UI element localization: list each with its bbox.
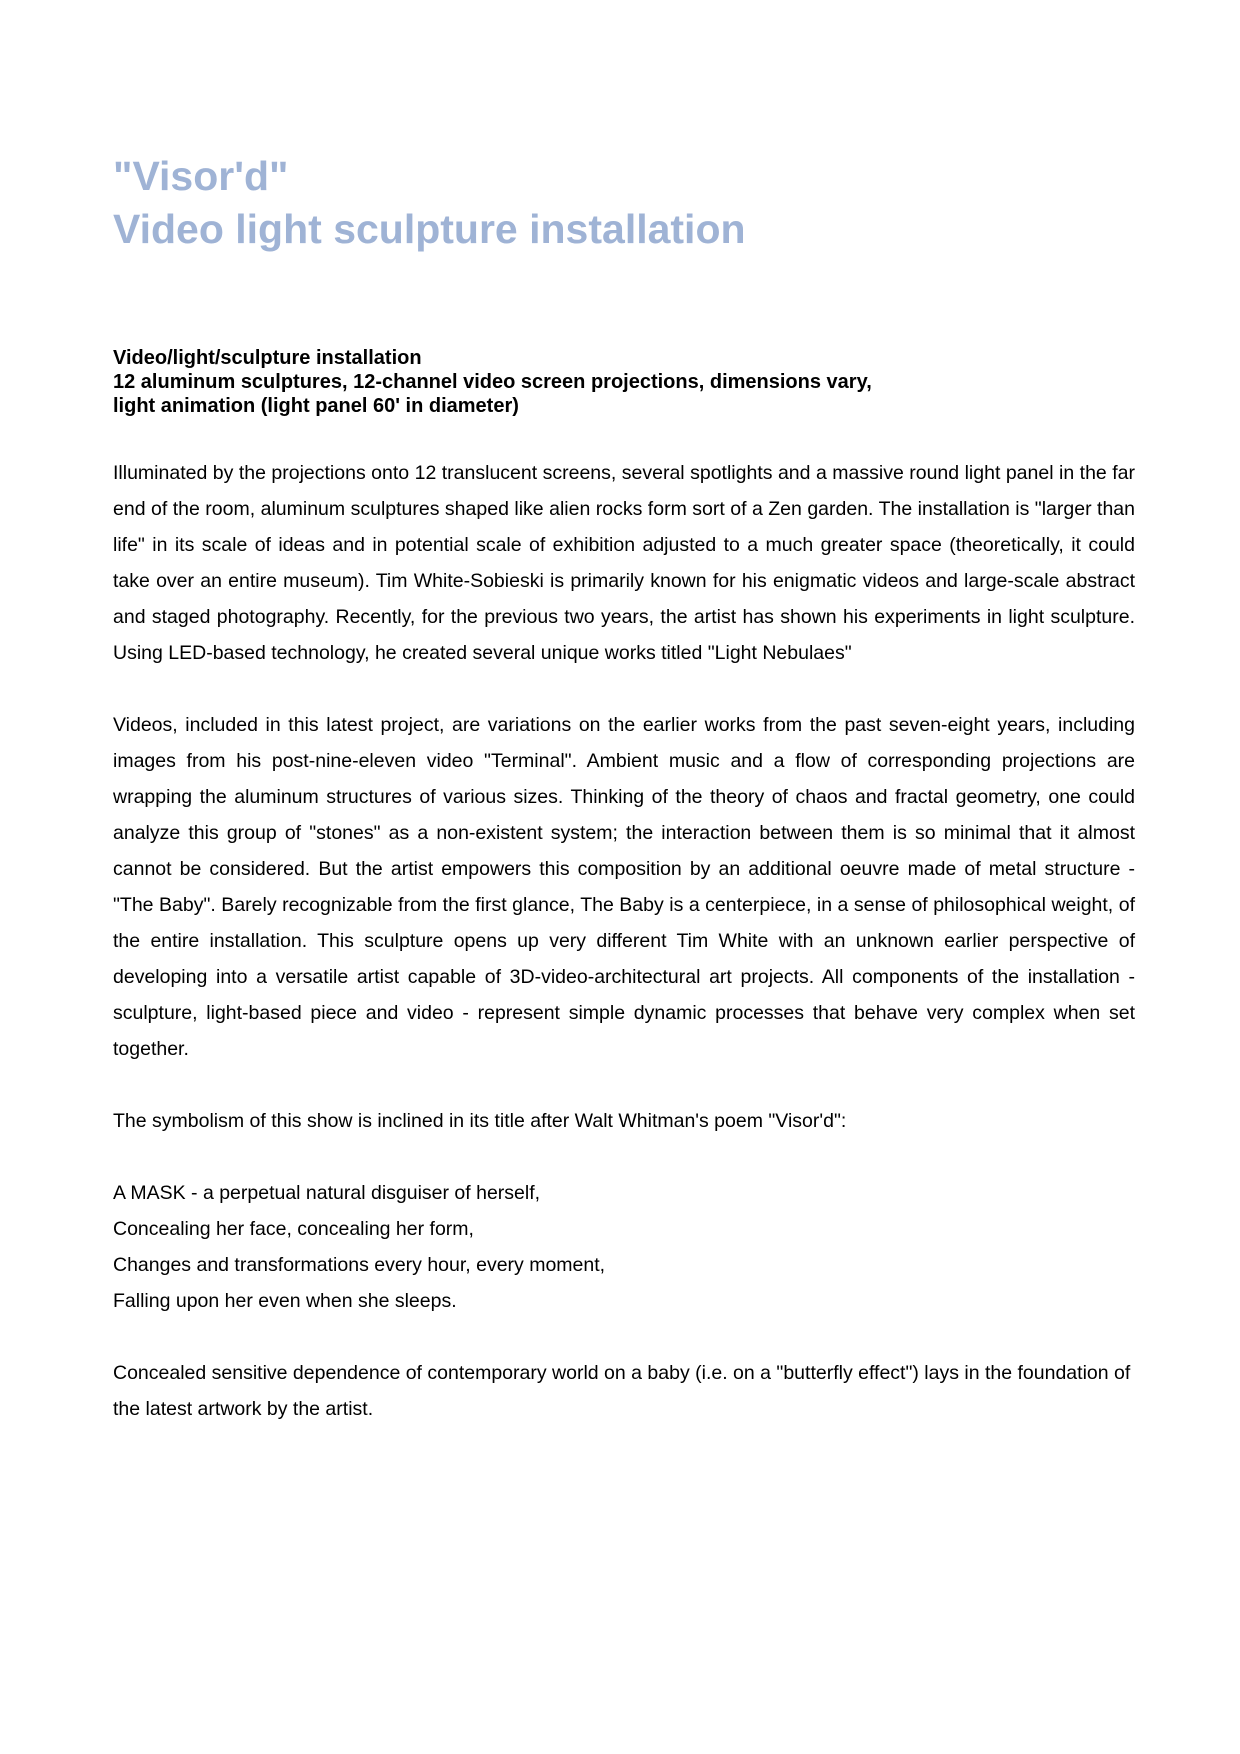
document-page xyxy=(113,150,1135,1447)
poem-line-3: Changes and transformations every hour, every moment, xyxy=(113,1254,606,1276)
paragraph-intro: Illuminated by the projections onto 12 translucent screens, several spotlights and a massive round light panel in the far end of the room, aluminum sculptures shaped like alien rocks form sort of a Zen garden. The installation is "larger than life" in its scale of ideas and in potential scale of exhibition adjusted to a much greater space (theoretically, it could take over an entire museum). Tim White-Sobieski is primarily known for his enigmatic videos and large-scale abstract and staged photography. Recently, for the previous two years, the artist has shown his experiments in light sculpture. Using LED-based technology, he created several unique works titled "Light Nebulaes" xyxy=(113,462,1135,664)
title-line-1: "Visor'd" xyxy=(113,153,289,199)
work-details-line-2: 12 aluminum sculptures, 12-channel video screen projections, dimensions vary, xyxy=(113,371,872,393)
paragraph-videos: Videos, included in this latest project, are variations on the earlier works from the past seven-eight years, including images from his post-nine-eleven video "Terminal". Ambient music and a flow of corresponding projections are wrapping the aluminum structures of various sizes. Thinking of the theory of chaos and fractal geometry, one could analyze this group of "stones" as a non-existent system; the interaction between them is so minimal that it almost cannot be considered. But the artist empowers this composition by an additional oeuvre made of metal structure - "The Baby". Barely recognizable from the first glance, The Baby is a centerpiece, in a sense of philosophical weight, of the entire installation. This sculpture opens up very different Tim White with an unknown earlier perspective of developing into a versatile artist capable of 3D-video-architectural art projects. All components of the installation - sculpture, light-based piece and video - represent simple dynamic processes that behave very complex when set together. xyxy=(113,714,1135,1060)
poem-quote xyxy=(113,1175,1135,1319)
poem-line-2: Concealing her face, concealing her form, xyxy=(113,1218,474,1240)
paragraph-conclusion: Concealed sensitive dependence of contemporary world on a baby (i.e. on a "butterfly effect") lays in the foundation of the latest artwork by the artist. xyxy=(113,1362,1131,1420)
poem-line-1: A MASK - a perpetual natural disguiser of herself, xyxy=(113,1182,541,1204)
work-details-line-1: Video/light/sculpture installation xyxy=(113,347,422,369)
title-line-2: Video light sculpture installation xyxy=(113,206,746,252)
work-details xyxy=(113,346,1135,418)
work-details-line-3: light animation (light panel 60' in diameter) xyxy=(113,395,519,417)
poem-line-4: Falling upon her even when she sleeps. xyxy=(113,1290,457,1312)
document-title xyxy=(113,150,1135,256)
paragraph-symbolism: The symbolism of this show is inclined in its title after Walt Whitman's poem "Visor'd": xyxy=(113,1110,847,1132)
